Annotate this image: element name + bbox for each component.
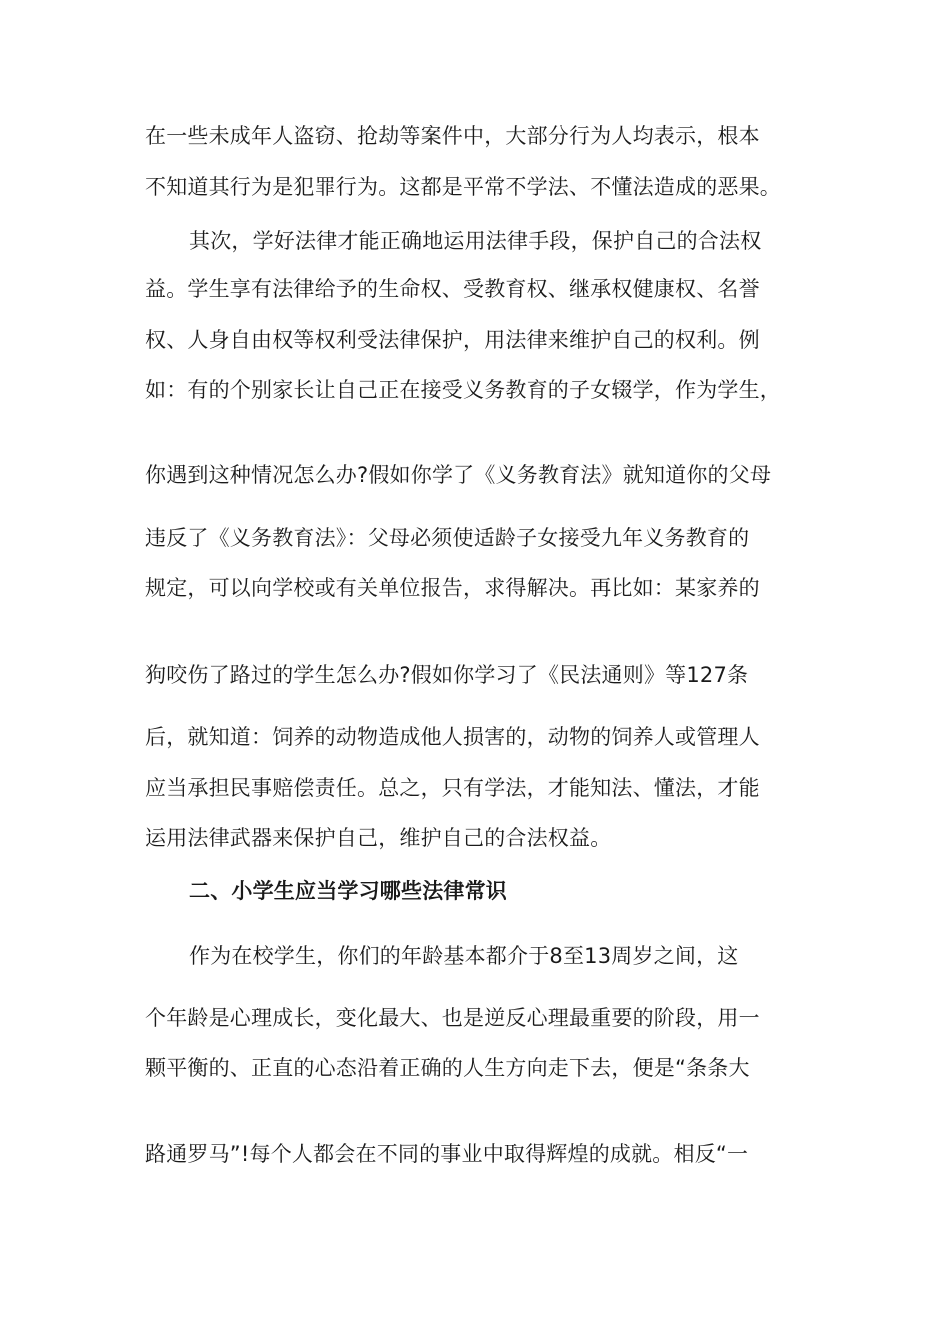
paragraph-line-11: 后，就知道：饲养的动物造成他人损害的，动物的饲养人或管理人	[145, 725, 760, 749]
paragraph-line-1: 在一些未成年人盗窃、抢劫等案件中，大部分行为人均表示，根本	[145, 124, 760, 148]
paragraph-line-9: 规定，可以向学校或有关单位报告，求得解决。再比如：某家养的	[145, 576, 760, 600]
paragraph-line-8: 违反了《义务教育法》：父母必须使适龄子女接受九年义务教育的	[145, 526, 750, 550]
paragraph-line-7: 你遇到这种情况怎么办?假如你学了《义务教育法》就知道你的父母	[145, 463, 772, 487]
paragraph-line-2: 不知道其行为是犯罪行为。这都是平常不学法、不懂法造成的恶果。	[145, 175, 781, 199]
paragraph-line-4: 益。学生享有法律给予的生命权、受教育权、继承权健康权、名誉	[145, 277, 760, 301]
section-heading: 二、小学生应当学习哪些法律常识	[189, 879, 507, 903]
paragraph-line-5: 权、人身自由权等权利受法律保护，用法律来维护自己的权利。例	[145, 328, 760, 352]
paragraph-line-10: 狗咬伤了路过的学生怎么办?假如你学习了《民法通则》等127条	[145, 663, 749, 687]
paragraph-line-18: 路通罗马”!每个人都会在不同的事业中取得辉煌的成就。相反“一	[145, 1142, 749, 1166]
paragraph-line-15: 作为在校学生，你们的年龄基本都介于8至13周岁之间，这	[189, 944, 739, 968]
paragraph-line-16: 个年龄是心理成长，变化最大、也是逆反心理最重要的阶段，用一	[145, 1006, 760, 1030]
paragraph-line-6: 如：有的个别家长让自己正在接受义务教育的子女辍学，作为学生，	[145, 378, 781, 402]
paragraph-line-13: 运用法律武器来保护自己，维护自己的合法权益。	[145, 826, 612, 850]
paragraph-line-3: 其次，学好法律才能正确地运用法律手段，保护自己的合法权	[189, 229, 762, 253]
paragraph-line-12: 应当承担民事赔偿责任。总之，只有学法，才能知法、懂法，才能	[145, 776, 760, 800]
paragraph-line-17: 颗平衡的、正直的心态沿着正确的人生方向走下去，便是“条条大	[145, 1056, 750, 1080]
